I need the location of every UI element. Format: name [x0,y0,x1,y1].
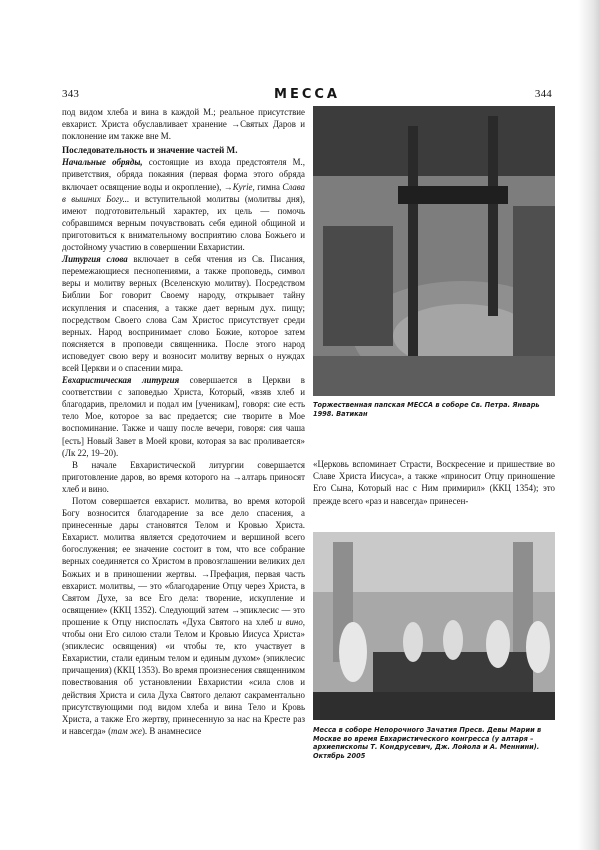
paragraph-eucharistic-prayer [62,495,305,737]
term-eucharistic-liturgy: Евхаристическая литургия [62,375,180,386]
italic-text: и вино, [277,616,305,627]
photo-mass-moscow-cathedral [313,532,555,720]
photo-caption-1: Торжественная папская МЕССА в соборе Св. Петра. Январь 1998. Ватикан [313,401,540,418]
photo-illustration [313,532,555,720]
running-title: МЕССА [274,87,340,102]
term-kyrie: Kyrie, [232,181,255,192]
photo-illustration [313,106,555,396]
paragraph-liturgy-of-word [62,253,305,374]
italic-text: там же [111,725,142,736]
text: гимна [254,181,283,192]
page-header [62,88,552,104]
photo-caption-2: Месса в соборе Непорочного Зачатия Пресв. Девы Марии в Москве во время Евхаристического конгресса (у алтаря – архиепископы Т. Кондрусевич, Дж. Лойола и А. Меннини). Октябрь 2005 [313,726,542,760]
section-heading: Последовательность и значение частей М. [62,145,238,156]
right-text-column [313,458,555,507]
photo-papal-mass-st-peters [313,106,555,396]
term-introductory-rites: Начальные обряды, [62,157,143,168]
paragraph-introductory-rites [62,156,305,253]
text: совершается в Церкви в соответствии с заповедью Христа, Который, «взяв хлеб и благодарив, преломил и подал им [ученикам], говоря: сие есть тело Мое, которое за вас предается; сие творите в Мое воспоминание. Также и чашу после вечери, говоря: сия чаша [есть] Новый Завет в Моей крови, которая за вас проливается» (Лк 22, 19–20). [62,375,306,458]
paragraph-intro: под видом хлеба и вина в каждой М.; реальное присутствие евхарист. Христа обуславливает хранение →Святых Даров и поклонение им также вне М. [62,107,305,142]
term-liturgy-of-word: Литургия слова [62,254,128,265]
text: чтобы они Его силою стали Телом и Кровью Иисуса Христа» (эпиклесис освящения) «и чтобы те, кто участвует в Евхаристии, стали единым телом и единым духом» (эпиклесис причащения) (ККЦ 1353). Во время произнесения священником повествования об установлении Евхаристии «сила слов и действия Христа и сила Духа Святого делают сакраментально присутствующими под видом хлеба и вина Тело и Кровь Христа, а также Его жертву, принесенную за нас на Кресте раз и навсегда» ( [62,629,305,736]
page-number-left: 343 [62,88,80,100]
text: включает в себя чтения из Св. Писания, перемежающиеся песнопениями, а также проповедь, символ веры и молитву верных (Вселенскую молитву). Посредством Библии Бог говорит Своему народу, открывает тайну искупления и спасения, а также дает верным дух. пищу; посредством Своего слова Сам Христос присутствует среди верных. Народ воспринимает слово Божие, которое затем поясняется в проповеди священника. После этого народ исповедует свою веру и возносит молитву верных о нуждах всей Церкви и о спасении мира. [62,254,306,373]
page-edge-shadow [578,0,600,850]
text: Потом совершается евхарист. молитва, во время которой Богу возносится благодарение за все дело спасения, а принесенные дары становятся Телом и Кровью Христа. Евхарист. молитва является средоточием и вершиной всего богослужения; ее значение состоит в том, что все собрание верных соединяется со Христом в провозглашении великих дел Божьих и в приношении жертвы. →Префация, первая часть евхарист. молитвы, — это «благодарение Отцу через Христа, в Святом Духе, за все Его дела: творение, искупление и освящение» (ККЦ 1352). Следующий затем →эпиклесис — это прошение к Отцу ниспослать «Духа Святого на хлеб [62,496,305,627]
paragraph-anamnesis-cont: «Церковь вспоминает Страсти, Воскресение и пришествие во Славе Христа Иисуса», а также «приносит Отцу приношение Его Сына, Который нас с Ним примирил» (ККЦ 1354); это прежде всего «раз и навсегда» принесен- [313,459,555,506]
text: состоящие из входа предстоятеля М., приветствия, обряда покаяния (первая форма этого обряда включает освящение воды и окропление), → [62,157,305,192]
paragraph-preparation-of-gifts: В начале Евхаристической литургии совершается приготовление даров, во время которого на →алтарь приносят хлеб и вино. [62,459,305,494]
text: ). В анамнесисе [141,725,202,736]
paragraph-eucharistic-liturgy [62,374,305,459]
left-text-column [62,106,305,737]
term-gloria: Слава в вышних Богу... [62,181,305,204]
text: и вступительной молитвы (молитвы дня), имеют подготовительный характер, их цель — помочь собравшимся верным почувствовать себя единой общиной и приготовиться к внимательному восприятию слова Божьего и достойному участию в совершении Евхаристии. [62,193,305,253]
page-number-right: 344 [534,88,552,100]
